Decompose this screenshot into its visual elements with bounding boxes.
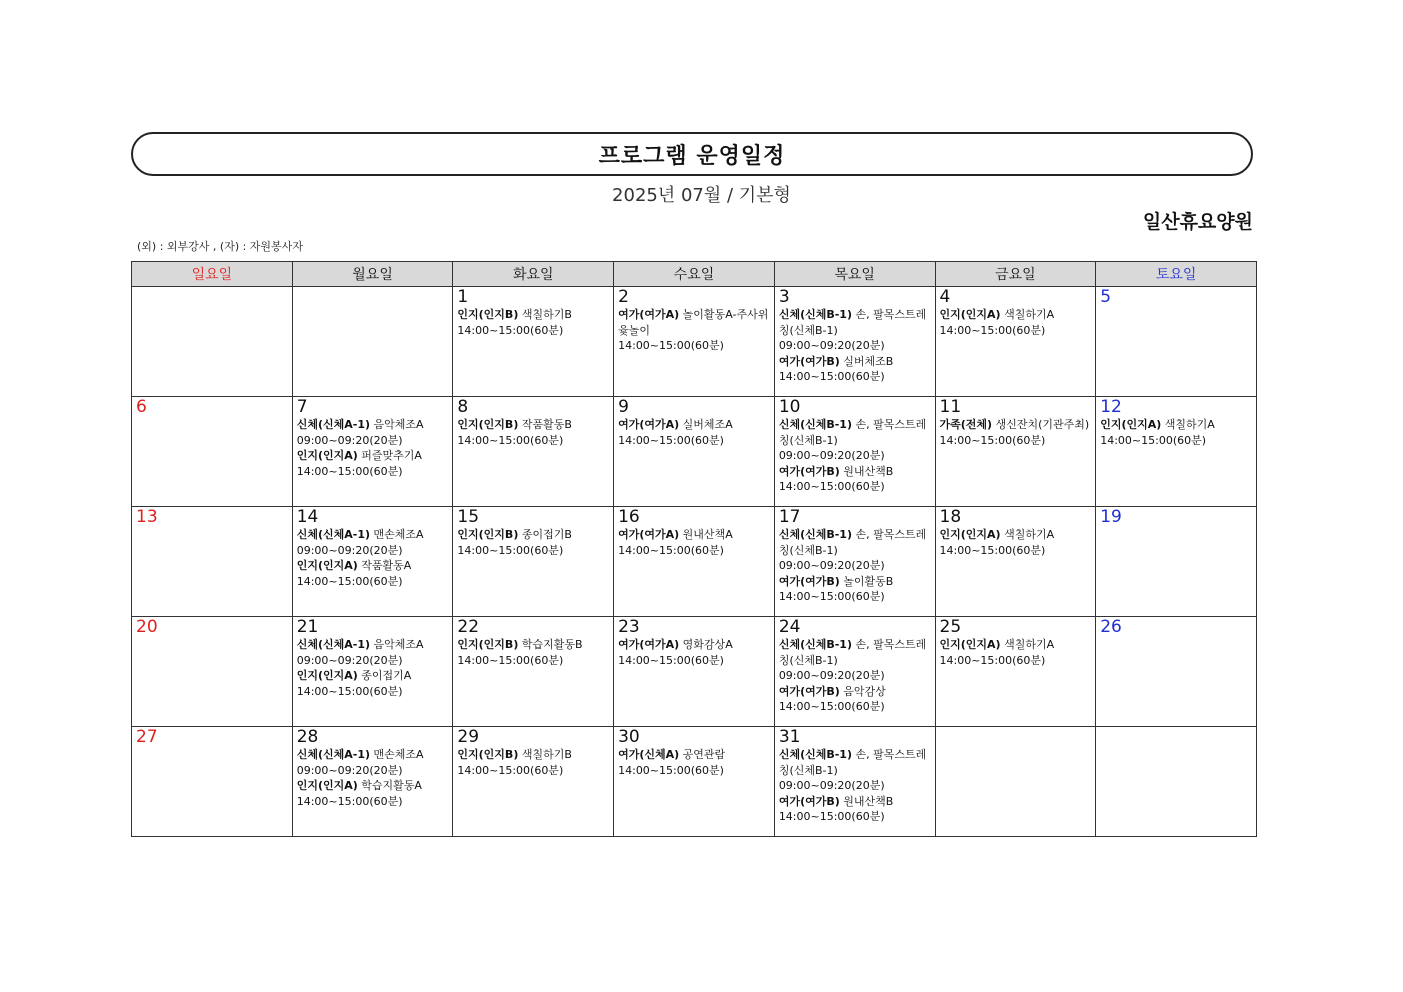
day-cell	[132, 507, 293, 617]
program-entry	[779, 637, 931, 684]
program-category: 여가(여가A)	[618, 638, 680, 651]
program-category: 신체(신체B-1)	[778, 638, 852, 651]
program-entry	[297, 417, 449, 448]
program-name: 음악체조A	[370, 638, 424, 651]
day-cell	[453, 617, 614, 727]
program-time: 14:00~15:00(60분)	[778, 370, 885, 383]
program-category: 여가(여가A)	[618, 418, 680, 431]
program-entry	[457, 747, 609, 778]
program-time: 14:00~15:00(60분)	[296, 574, 403, 588]
weekday-header-row	[132, 262, 1257, 287]
weekday-header-thursday: 목요일	[774, 262, 935, 287]
program-time: 09:00~09:20(20분)	[778, 449, 885, 462]
program-category: 여가(여가A)	[618, 308, 680, 321]
program-entry	[779, 747, 931, 794]
program-time: 14:00~15:00(60분)	[778, 590, 885, 603]
day-cell	[614, 397, 775, 507]
week-row	[132, 287, 1257, 397]
page-title: 프로그램 운영일정	[598, 143, 786, 169]
day-number: 23	[618, 617, 640, 637]
program-category: 인지(인지A)	[1100, 418, 1162, 431]
program-name: 종이접기A	[357, 669, 412, 682]
program-name: 영화감상A	[679, 638, 733, 651]
program-name: 학습지활동A	[357, 779, 422, 792]
program-name: 손, 팔목스트레칭(신체B-1)	[778, 418, 927, 447]
program-entry	[1100, 417, 1252, 448]
program-category: 여가(여가B)	[778, 574, 840, 588]
program-entry	[940, 307, 1092, 338]
weekday-header-monday: 월요일	[292, 262, 453, 287]
week-row	[132, 727, 1257, 837]
title-banner	[131, 132, 1253, 176]
day-number: 4	[939, 287, 951, 307]
program-entry	[297, 778, 449, 809]
weekday-header-wednesday: 수요일	[614, 262, 775, 287]
program-category: 인지(인지A)	[296, 559, 358, 572]
program-category: 여가(신체A)	[618, 748, 680, 761]
day-number: 17	[778, 507, 801, 527]
program-entry	[779, 574, 931, 605]
program-category: 가족(전체)	[939, 418, 993, 431]
program-entry	[940, 417, 1092, 448]
program-name: 색칠하기A	[1000, 638, 1055, 651]
day-cell	[453, 727, 614, 837]
program-entry	[297, 527, 449, 558]
day-cell	[614, 507, 775, 617]
day-number: 13	[136, 507, 158, 527]
day-number: 20	[136, 617, 158, 637]
day-number: 3	[778, 287, 790, 307]
program-entry	[779, 527, 931, 574]
day-number: 10	[778, 397, 801, 417]
program-entry	[779, 354, 931, 385]
day-number: 28	[296, 727, 319, 747]
day-number: 29	[457, 727, 480, 747]
day-number: 14	[296, 507, 319, 527]
program-name: 작품활동B	[518, 418, 572, 431]
program-entry	[618, 417, 770, 448]
organization-name: 일산휴요양원	[1142, 211, 1253, 233]
day-cell	[1096, 287, 1257, 397]
program-name: 손, 팔목스트레칭(신체B-1)	[778, 748, 927, 777]
program-time: 09:00~09:20(20분)	[778, 339, 885, 352]
program-time: 14:00~15:00(60분)	[457, 653, 564, 667]
day-cell	[614, 617, 775, 727]
day-cell	[453, 397, 614, 507]
program-name: 음악체조A	[370, 418, 424, 431]
program-time: 14:00~15:00(60분)	[778, 700, 885, 713]
program-time: 14:00~15:00(60분)	[618, 763, 724, 777]
program-time: 09:00~09:20(20분)	[778, 559, 885, 572]
program-category: 여가(여가A)	[618, 528, 680, 541]
program-name: 생신잔치(기관주최)	[992, 418, 1090, 431]
program-category: 신체(신체B-1)	[778, 308, 852, 321]
program-name: 종이접기B	[518, 528, 572, 541]
program-category: 여가(여가B)	[778, 464, 840, 478]
week-row	[132, 397, 1257, 507]
week-row	[132, 617, 1257, 727]
day-number: 18	[939, 507, 962, 527]
day-cell	[132, 397, 293, 507]
calendar-table	[131, 261, 1257, 837]
weekday-header-tuesday: 화요일	[453, 262, 614, 287]
program-time: 14:00~15:00(60분)	[778, 810, 885, 823]
day-number: 6	[136, 397, 147, 417]
program-entry	[457, 307, 609, 338]
program-name: 원내산책B	[839, 794, 894, 808]
day-number: 25	[939, 617, 962, 637]
program-name: 놀이활동B	[839, 574, 894, 588]
day-cell	[292, 617, 453, 727]
day-number: 7	[296, 397, 308, 417]
program-entry	[618, 637, 770, 668]
program-category: 인지(인지A)	[939, 308, 1001, 321]
program-time: 14:00~15:00(60분)	[296, 464, 403, 478]
program-name: 맨손체조A	[370, 528, 424, 541]
day-number: 2	[618, 287, 629, 307]
program-entry	[457, 527, 609, 558]
program-time: 09:00~09:20(20분)	[296, 543, 403, 557]
program-category: 신체(신체A-1)	[296, 748, 370, 761]
day-number: 30	[618, 727, 640, 747]
program-name: 색칠하기A	[1000, 528, 1055, 541]
day-cell	[132, 287, 293, 397]
day-cell	[132, 617, 293, 727]
day-cell	[774, 507, 935, 617]
day-cell	[935, 617, 1096, 727]
program-name: 원내산책B	[839, 464, 894, 478]
program-time: 14:00~15:00(60분)	[618, 433, 724, 447]
program-name: 음악감상	[839, 684, 886, 698]
program-time: 09:00~09:20(20분)	[296, 763, 403, 777]
weekday-header-friday: 금요일	[935, 262, 1096, 287]
day-cell	[935, 287, 1096, 397]
day-cell	[935, 507, 1096, 617]
day-cell	[614, 727, 775, 837]
weekday-header-saturday: 토요일	[1096, 262, 1257, 287]
day-cell	[774, 727, 935, 837]
day-number: 5	[1100, 287, 1112, 307]
program-category: 신체(신체B-1)	[778, 528, 852, 541]
program-category: 인지(인지A)	[939, 638, 1001, 651]
program-time: 14:00~15:00(60분)	[296, 794, 403, 808]
program-time: 14:00~15:00(60분)	[778, 480, 885, 493]
day-number: 22	[457, 617, 480, 637]
program-time: 14:00~15:00(60분)	[457, 433, 564, 447]
program-entry	[618, 747, 770, 778]
program-time: 14:00~15:00(60분)	[939, 543, 1046, 557]
program-entry	[940, 637, 1092, 668]
program-entry	[779, 464, 931, 495]
program-entry	[297, 448, 449, 479]
program-time: 14:00~15:00(60분)	[457, 763, 564, 777]
program-time: 14:00~15:00(60분)	[457, 543, 564, 557]
day-number: 31	[778, 727, 801, 747]
program-time: 14:00~15:00(60분)	[618, 339, 724, 352]
program-entry	[779, 794, 931, 825]
program-category: 인지(인지A)	[296, 449, 358, 462]
day-number: 15	[457, 507, 480, 527]
program-category: 신체(신체A-1)	[296, 418, 370, 431]
day-cell	[132, 727, 293, 837]
weekday-header-sunday: 일요일	[132, 262, 293, 287]
program-category: 신체(신체B-1)	[778, 418, 852, 431]
program-category: 신체(신체A-1)	[296, 638, 370, 651]
program-time: 14:00~15:00(60분)	[1100, 433, 1207, 447]
schedule-period: 2025년 07월 / 기본형	[612, 185, 791, 206]
day-cell	[292, 727, 453, 837]
program-name: 퍼즐맞추기A	[357, 449, 422, 462]
program-category: 신체(신체A-1)	[296, 528, 370, 541]
program-name: 손, 팔목스트레칭(신체B-1)	[778, 308, 927, 337]
day-cell	[292, 287, 453, 397]
day-number: 27	[136, 727, 158, 747]
program-time: 14:00~15:00(60분)	[618, 543, 724, 557]
program-category: 인지(인지A)	[296, 779, 358, 792]
day-cell	[453, 507, 614, 617]
calendar-body	[132, 287, 1257, 837]
day-number: 8	[457, 397, 469, 417]
day-cell	[1096, 617, 1257, 727]
program-name: 실버체조A	[679, 418, 733, 431]
program-entry	[779, 684, 931, 715]
program-time: 14:00~15:00(60분)	[457, 323, 564, 337]
program-entry	[297, 747, 449, 778]
program-category: 인지(인지B)	[457, 638, 519, 651]
program-time: 09:00~09:20(20분)	[778, 669, 885, 682]
program-name: 색칠하기A	[1000, 308, 1055, 321]
day-cell	[614, 287, 775, 397]
day-number: 9	[618, 397, 629, 417]
day-cell	[774, 617, 935, 727]
day-number: 12	[1100, 397, 1122, 417]
program-time: 14:00~15:00(60분)	[618, 653, 724, 667]
program-entry	[779, 307, 931, 354]
program-entry	[297, 637, 449, 668]
legend-note: (외) : 외부강사 , (자) : 자원봉사자	[137, 240, 303, 253]
program-category: 여가(여가B)	[778, 684, 840, 698]
day-number: 26	[1100, 617, 1122, 637]
program-entry	[940, 527, 1092, 558]
program-category: 신체(신체B-1)	[778, 748, 852, 761]
program-time: 14:00~15:00(60분)	[296, 684, 403, 698]
program-time: 14:00~15:00(60분)	[939, 433, 1046, 447]
program-name: 원내산책A	[679, 528, 733, 541]
program-name: 공연관람	[679, 748, 726, 761]
day-cell	[1096, 507, 1257, 617]
day-number: 19	[1100, 507, 1122, 527]
program-entry	[618, 527, 770, 558]
program-category: 여가(여가B)	[778, 794, 840, 808]
program-name: 색칠하기B	[518, 748, 572, 761]
program-category: 인지(인지B)	[457, 418, 519, 431]
day-cell	[1096, 397, 1257, 507]
program-category: 인지(인지B)	[457, 748, 519, 761]
program-category: 인지(인지A)	[296, 669, 358, 682]
program-name: 작품활동A	[357, 559, 412, 572]
program-time: 14:00~15:00(60분)	[939, 323, 1046, 337]
program-name: 색칠하기B	[518, 308, 572, 321]
program-category: 여가(여가B)	[778, 354, 840, 368]
program-name: 실버체조B	[839, 354, 894, 368]
day-cell	[292, 397, 453, 507]
day-number: 21	[296, 617, 319, 637]
program-name: 놀이활동A-주사위 윷놀이	[618, 308, 769, 337]
day-cell	[292, 507, 453, 617]
program-category: 인지(인지B)	[457, 308, 519, 321]
program-entry	[297, 558, 449, 589]
week-row	[132, 507, 1257, 617]
day-cell	[453, 287, 614, 397]
program-name: 손, 팔목스트레칭(신체B-1)	[778, 528, 927, 557]
day-cell	[774, 397, 935, 507]
program-name: 색칠하기A	[1161, 418, 1215, 431]
program-time: 09:00~09:20(20분)	[296, 433, 403, 447]
program-time: 09:00~09:20(20분)	[778, 779, 885, 792]
program-entry	[779, 417, 931, 464]
program-entry	[618, 307, 770, 354]
program-name: 맨손체조A	[370, 748, 424, 761]
day-cell	[935, 397, 1096, 507]
program-time: 09:00~09:20(20분)	[296, 653, 403, 667]
program-category: 인지(인지B)	[457, 528, 519, 541]
program-entry	[457, 637, 609, 668]
day-cell	[935, 727, 1096, 837]
day-cell	[1096, 727, 1257, 837]
day-number: 11	[939, 397, 962, 417]
day-number: 1	[457, 287, 469, 307]
program-category: 인지(인지A)	[939, 528, 1001, 541]
day-number: 24	[778, 617, 801, 637]
day-cell	[774, 287, 935, 397]
program-entry	[457, 417, 609, 448]
program-entry	[297, 668, 449, 699]
program-time: 14:00~15:00(60분)	[939, 653, 1046, 667]
program-name: 학습지활동B	[518, 638, 583, 651]
day-number: 16	[618, 507, 640, 527]
program-name: 손, 팔목스트레칭(신체B-1)	[778, 638, 927, 667]
